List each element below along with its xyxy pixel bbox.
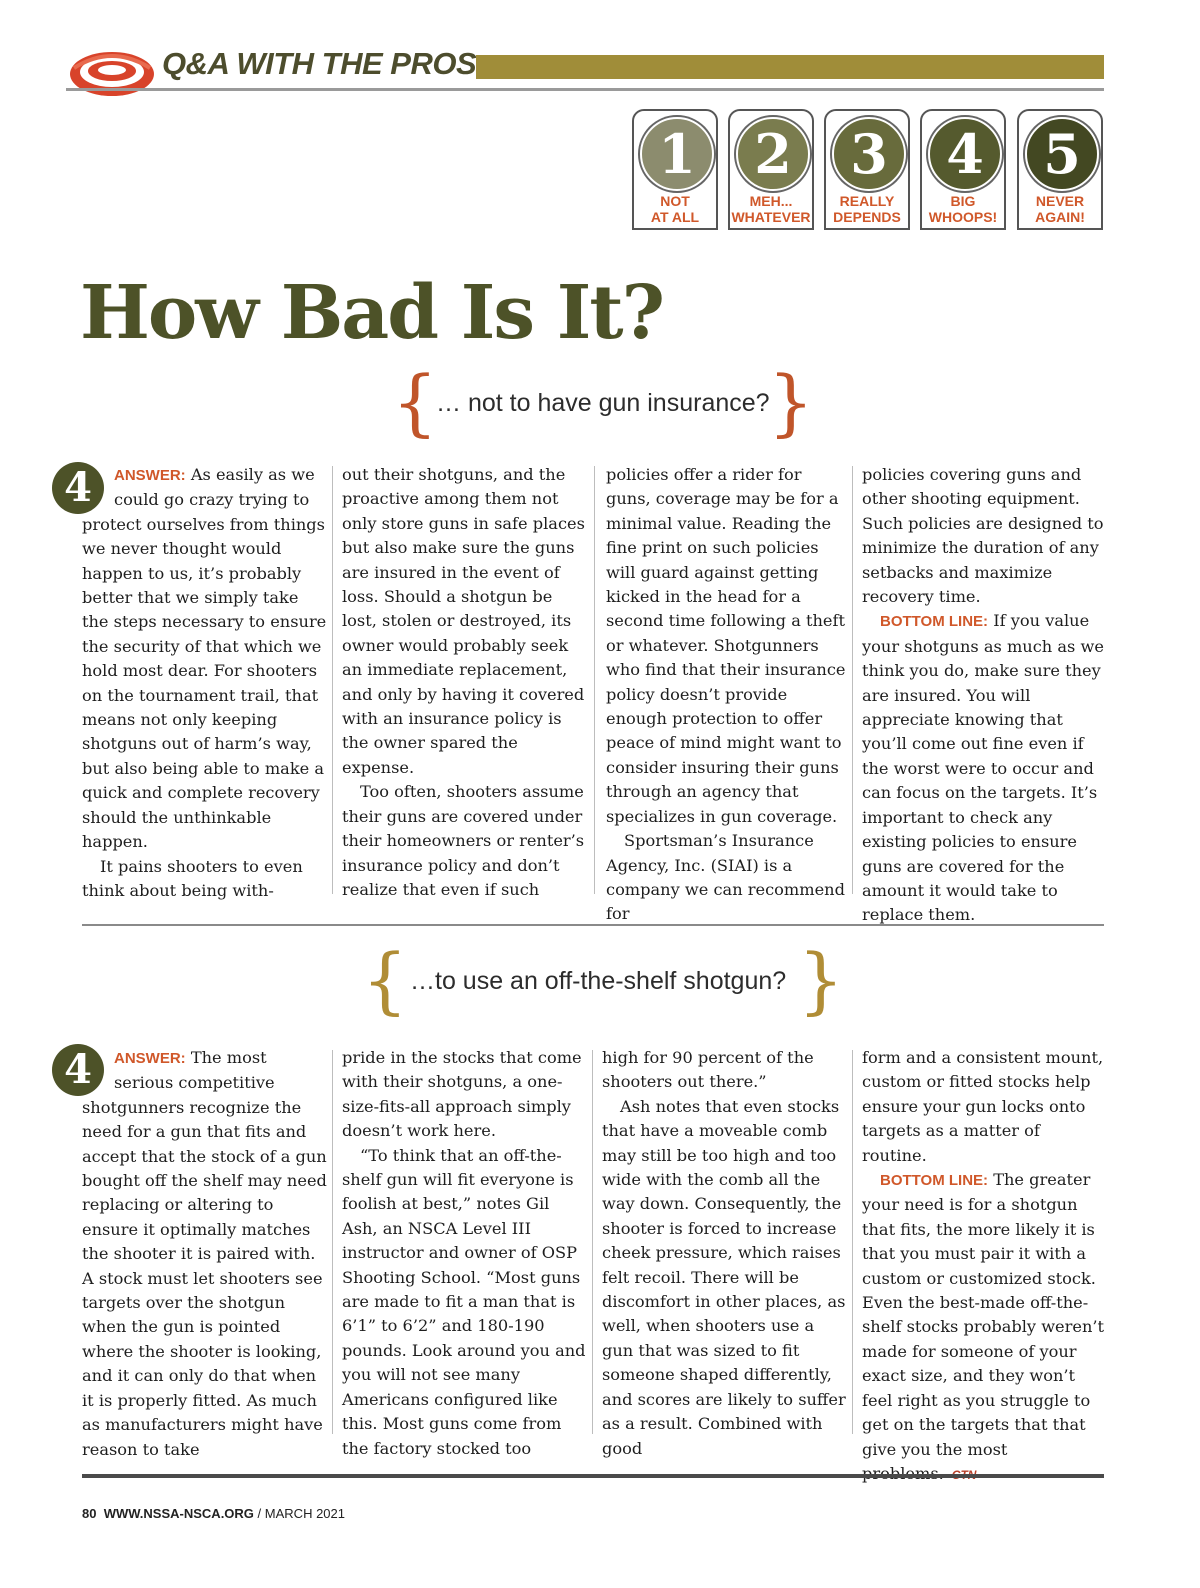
q1-column-2 (342, 463, 587, 902)
q1-col4-para2: If you value your shotguns as much as we think you do, make sure they are insured. You will appreciate knowing that you’ll come out fine even if the worst were to occur and can focus on the targets. It’s important to check any existing policies to ensure guns are covered for the amount it would take to replace them. (862, 611, 1104, 925)
q1-column-4 (862, 463, 1107, 928)
page-title: How Bad Is It? (80, 270, 663, 356)
rating-label-4: BIG WHOOPS! (928, 193, 998, 225)
q2-column-2 (342, 1046, 587, 1461)
q2-col4-para2: The greater your need is for a shotgun that fits, the more likely it is that you must pair it with a custom or customized stock. Even the best-made off-the-shelf stocks probably weren’t made for someone of your exact size, and they won’t feel right as you struggle to get on the targets that that give you the most (862, 1170, 1105, 1459)
page-number: 80 (82, 1506, 97, 1521)
bottom-line-label: BOTTOM LINE: (880, 613, 989, 631)
rating-card-2 (728, 109, 814, 230)
q1-column-1 (82, 463, 327, 903)
answer-label: ANSWER: (114, 467, 186, 484)
header-rule (66, 88, 1104, 91)
question-1: … not to have gun insurance? (436, 389, 770, 417)
left-brace-icon: { (392, 360, 438, 444)
rating-card-4 (920, 109, 1006, 230)
rating-badge-q1: 4 (52, 462, 104, 514)
rating-number-4: 4 (928, 117, 1002, 191)
section-divider (82, 924, 1104, 926)
column-divider (594, 466, 595, 894)
footer (82, 1505, 345, 1523)
column-divider (852, 466, 853, 894)
q1-col3-para2: Sportsman’s Insurance Agency, Inc. (SIAI) is a company we can recommend for (606, 831, 845, 924)
q2-col2-para2: “To think that an off-the-shelf gun will fit everyone is foolish at best,” notes Gil Ash, an NSCA Level III instructor and owner of OSP Shooting School. “Most guns are made to fit a man that is 6’1” to 6’2” and 180-190 pounds. Look around you and you will not see many Americans configured like this. Most guns come from the factory stocked too (342, 1145, 586, 1458)
footer-separator: / (257, 1506, 262, 1521)
q2-col1-text: The most serious competitive shotgunners recognize the need for a gun that fits and accept that the stock of a gun bought off the shelf may need replacing or altering to ensure it optimally matches the shooter it is paired with. A stock must let shooters see targets over the shotgun when the gun is pointed where the shooter is looking, and it can only do that when it is properly fitted. As much as manufacturers might have reason to take (82, 1048, 327, 1459)
footer-url: WWW.NSSA-NSCA.ORG (103, 1506, 254, 1521)
question-2: …to use an off-the-shelf shotgun? (410, 967, 787, 995)
rating-label-5: NEVER AGAIN! (1035, 193, 1085, 225)
q1-col1-para2: It pains shooters to even think about being with- (82, 856, 303, 900)
rating-label-1: NOT AT ALL (650, 193, 700, 225)
column-divider (592, 1050, 593, 1434)
right-brace-icon: } (798, 938, 844, 1022)
rating-label-2: MEH... WHATEVER (731, 193, 811, 225)
footer-issue: MARCH 2021 (264, 1506, 345, 1521)
q2-col2-para1: pride in the stocks that come with their shotguns, a one-size-fits-all approach simply doesn’t work here. (342, 1048, 582, 1141)
column-divider (332, 1050, 333, 1434)
bottom-line-label: BOTTOM LINE: (880, 1172, 989, 1190)
clay-target-icon (66, 40, 158, 100)
footer-rule (82, 1474, 1104, 1478)
right-brace-icon: } (768, 360, 814, 444)
rating-number-3: 3 (832, 117, 906, 191)
rating-number-5: 5 (1025, 117, 1099, 191)
q1-col3-para1: policies offer a rider for guns, coverage may be for a minimal value. Reading the fine print on such policies will guard against getting kicked in the head for a second time following a theft or whatever. Shotgunners who find that their insurance policy doesn’t provide enough protection to offer peace of mind might want to consider insuring their guns through an agency that specializes in gun coverage. (606, 465, 846, 826)
q1-col1-text: As easily as we could go crazy trying to protect ourselves from things we never thought would happen to us, it’s probably better that we simply take the steps necessary to ensure the security of that which we hold most dear. For shooters on the tournament trail, that means not only keeping shotguns out of harm’s way, but also being able to make a quick and complete recovery should the unthinkable happen. (82, 465, 327, 852)
q2-column-4 (862, 1046, 1107, 1487)
header-accent-bar (476, 55, 1104, 79)
q2-col3-para1: high for 90 percent of the shooters out there.” (602, 1048, 814, 1092)
q1-col2-para1: out their shotguns, and the proactive among them not only store guns in safe places but also make sure the guns are insured in the event of loss. Should a shotgun be lost, stolen or destroyed, its owner would probably seek an immediate replacement, and only by having it covered with an insurance policy is the owner spared the expense. (342, 465, 585, 777)
column-divider (332, 466, 333, 894)
rating-label-3: REALLY DEPENDS (833, 193, 901, 225)
rating-badge-q2: 4 (52, 1044, 104, 1096)
q2-col3-para2: Ash notes that even stocks that have a moveable comb may still be too high and too wide with the comb all the way down. Consequently, the shooter is forced to increase cheek pressure, which raises felt recoil. There will be discomfort in other places, as well, when shooters use a gun that was sized to fit someone shaped differently, and scores are likely to suffer as a result. Combined with good (602, 1096, 846, 1458)
q2-col4-para1: form and a consistent mount, custom or fitted stocks help ensure your gun locks onto targets as a matter of routine. (862, 1048, 1104, 1165)
section-title: Q&A WITH THE PROS (162, 46, 477, 81)
q2-column-1 (82, 1046, 327, 1462)
rating-card-5 (1017, 109, 1103, 230)
answer-label: ANSWER: (114, 1050, 186, 1067)
q2-column-3 (602, 1046, 847, 1461)
column-divider (852, 1050, 853, 1434)
q1-col4-para1: policies covering guns and other shooting equipment. Such policies are designed to minimize the duration of any setbacks and maximize recovery time. (862, 465, 1104, 607)
q1-column-3 (606, 463, 851, 927)
rating-card-3 (824, 109, 910, 230)
rating-number-1: 1 (640, 117, 714, 191)
left-brace-icon: { (362, 938, 408, 1022)
q1-col2-para2: Too often, shooters assume their guns are covered under their homeowners or renter’s insurance policy and don’t realize that even if such (342, 782, 585, 899)
rating-card-1 (632, 109, 718, 230)
rating-number-2: 2 (736, 117, 810, 191)
